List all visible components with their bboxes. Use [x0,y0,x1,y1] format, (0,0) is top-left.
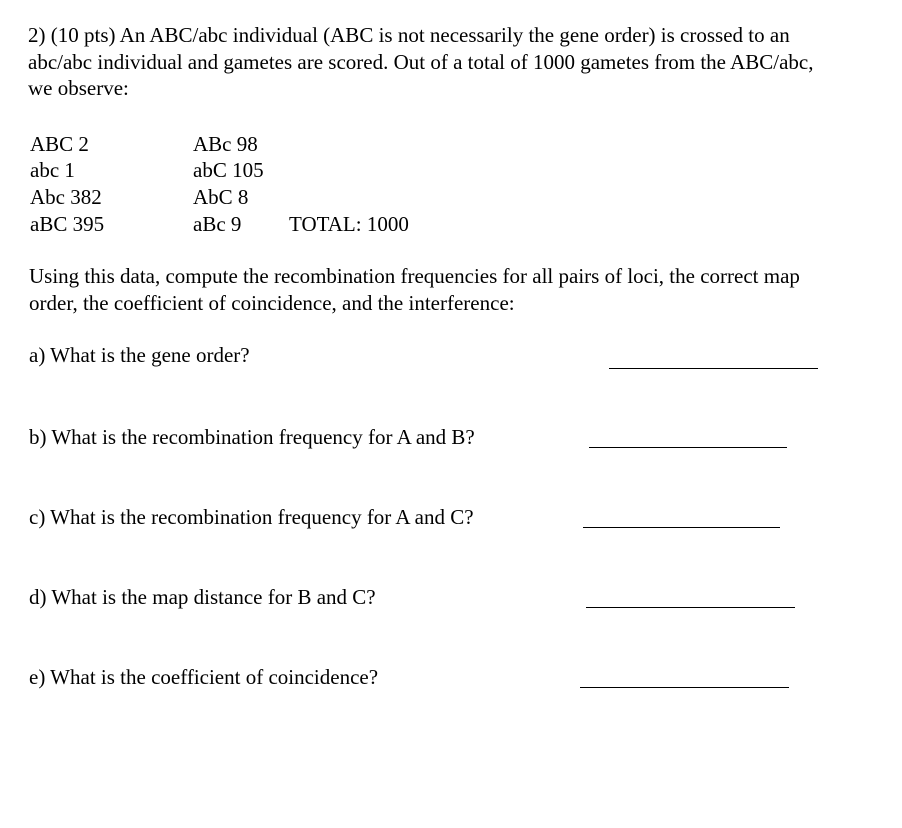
question-d: d) What is the map distance for B and C? [29,585,376,609]
gamete-count: abc 1 [30,158,75,182]
intro-line: abc/abc individual and gametes are scored. Out of a total of 1000 gametes from the ABC/abc, [28,49,814,74]
gamete-count: aBc 9 [193,212,242,236]
answer-blank-e[interactable] [580,687,789,688]
problem-intro [28,22,894,102]
answer-blank-c[interactable] [583,527,780,528]
answer-blank-b[interactable] [589,447,787,448]
gamete-count: aBC 395 [30,212,105,236]
answer-blank-a[interactable] [609,368,818,369]
total-count: TOTAL: 1000 [289,212,409,236]
question-e: e) What is the coefficient of coincidence? [29,665,379,689]
intro-line: 2) (10 pts) An ABC/abc individual (ABC is not necessarily the gene order) is crossed to an [28,23,790,47]
gamete-count: ABc 98 [193,132,258,156]
question-c: c) What is the recombination frequency for A and C? [29,505,474,529]
answer-blank-d[interactable] [586,607,795,608]
gamete-count: AbC 8 [193,185,249,209]
gamete-count: abC 105 [193,158,264,182]
instructions-line: Using this data, compute the recombination frequencies for all pairs of loci, the correct map [29,264,800,288]
question-b: b) What is the recombination frequency for A and B? [29,425,475,449]
instructions [29,263,800,317]
instructions-line: order, the coefficient of coincidence, and the interference: [29,291,515,315]
question-a: a) What is the gene order? [29,343,250,367]
gamete-count: ABC 2 [30,132,89,156]
intro-line: we observe: [28,76,129,100]
gamete-count: Abc 382 [30,185,102,209]
